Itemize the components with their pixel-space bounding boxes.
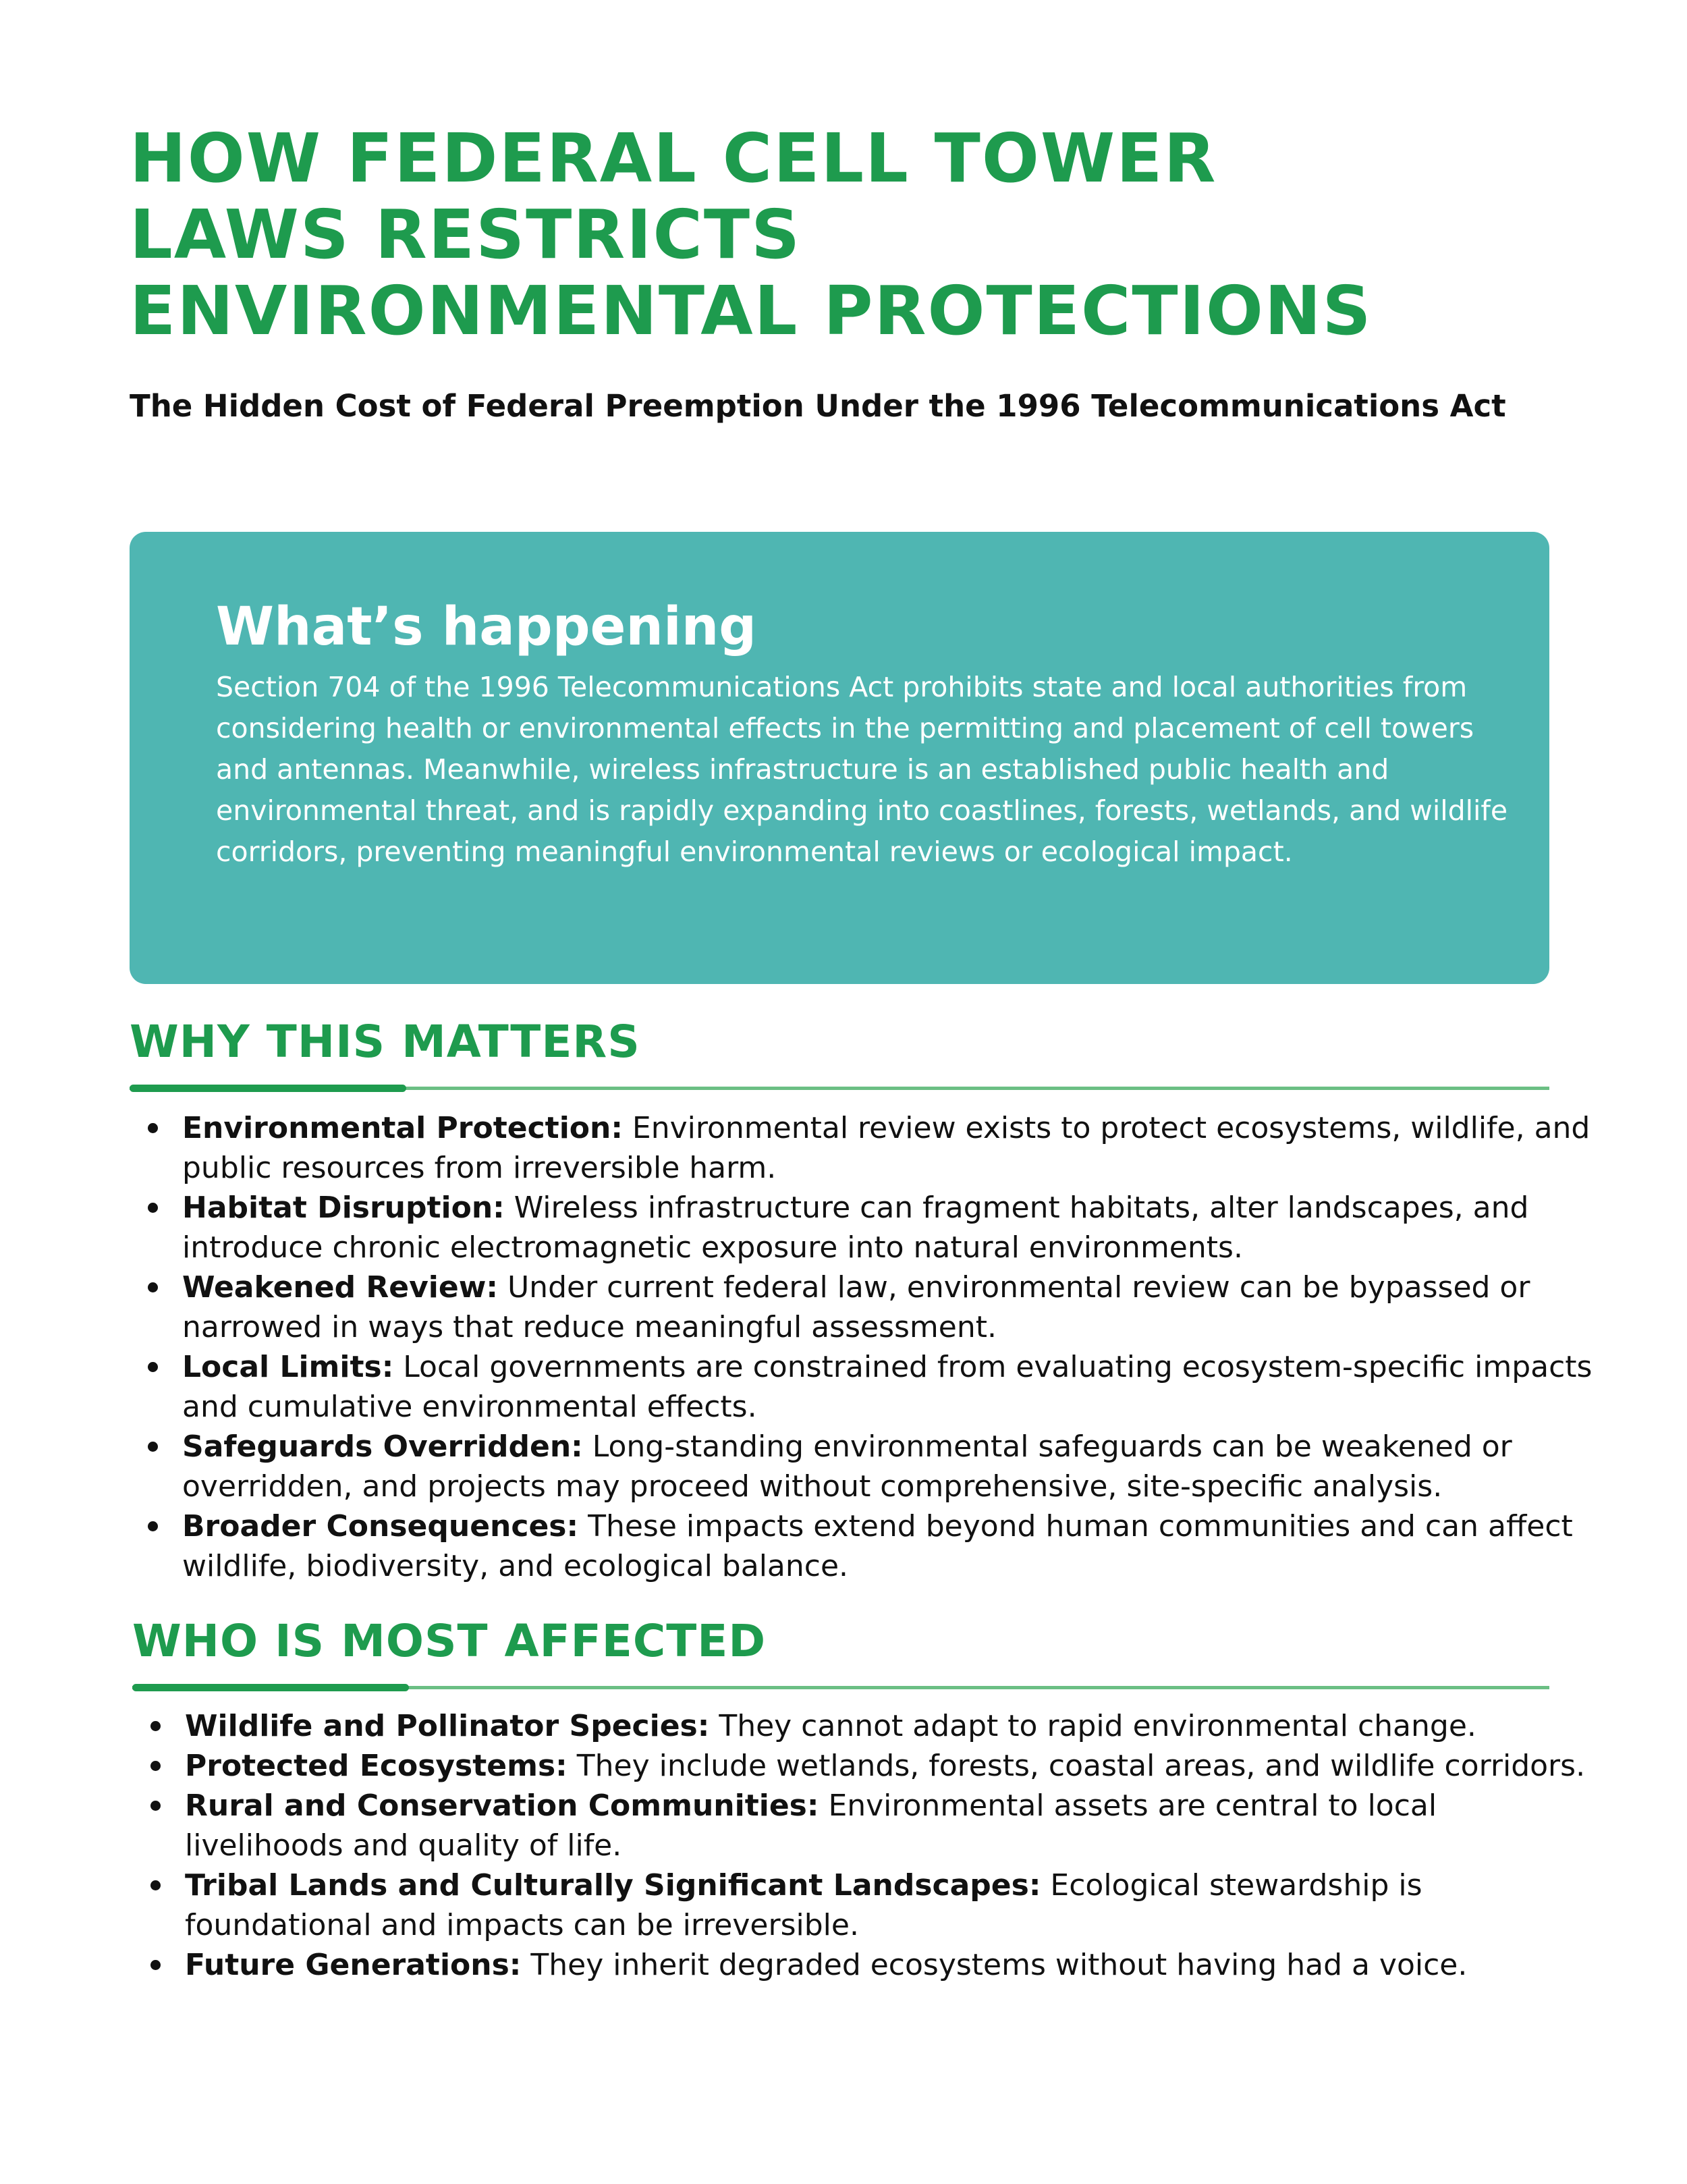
list-item [182,1188,1593,1267]
list-item-text: They inherit degraded ecosystems without having had a voice. [521,1948,1468,1982]
list-item-label: Environmental Protection: [182,1111,623,1145]
page-title-line-3: ENVIRONMENTAL PROTECTIONS [130,271,1373,350]
page-subtitle: The Hidden Cost of Federal Preemption Under the 1996 Telecommunications Act [130,388,1506,424]
whats-happening-callout [130,532,1549,984]
bullet-icon [148,1203,158,1213]
list-item-label: Safeguards Overridden: [182,1429,583,1464]
bullet-icon [148,1442,158,1452]
list-item [185,1865,1595,1945]
list-item-text: Ecological stewardship is foundational and impacts can be irreversible. [185,1868,1422,1942]
list-item-label: Weakened Review: [182,1270,498,1305]
list-item [185,1945,1595,1985]
list-item [182,1427,1593,1506]
list-item [182,1108,1593,1188]
list-item-text: Wireless infrastructure can fragment habitats, alter landscapes, and introduce chronic electromagnetic exposure into natural environments. [182,1191,1529,1265]
list-item-text: They cannot adapt to rapid environmental change. [709,1709,1476,1743]
list-item-text: Local governments are constrained from evaluating ecosystem-specific impacts and cumulative environmental effects. [182,1350,1593,1424]
who-section-divider [132,1686,1549,1689]
list-item-text: Long-standing environmental safeguards can be weakened or overridden, and projects may proceed without comprehensive, site-specific analysis. [182,1429,1512,1504]
list-item-text: These impacts extend beyond human communities and can affect wildlife, biodiversity, and ecological balance. [182,1509,1573,1583]
page-title [130,120,1580,349]
bullet-icon [150,1801,161,1811]
bullet-icon [150,1960,161,1970]
why-this-matters-heading: WHY THIS MATTERS [130,1016,640,1068]
bullet-icon [148,1362,158,1372]
list-item-label: Broader Consequences: [182,1509,579,1544]
list-item [182,1347,1593,1427]
page-title-line-2: LAWS RESTRICTS [130,195,802,274]
page-title-line-1: HOW FEDERAL CELL TOWER [130,119,1217,198]
list-item [185,1786,1595,1865]
list-item-text: Environmental review exists to protect ecosystems, wildlife, and public resources from irreversible harm. [182,1111,1591,1185]
who-section-divider-accent [132,1684,409,1691]
list-item-label: Habitat Disruption: [182,1191,505,1225]
list-item-label: Local Limits: [182,1350,394,1384]
why-section-divider-accent [130,1085,406,1092]
why-section-divider [130,1087,1549,1090]
list-item-label: Future Generations: [185,1948,522,1982]
list-item [185,1706,1595,1746]
bullet-icon [148,1123,158,1133]
bullet-icon [150,1761,161,1771]
bullet-icon [150,1880,161,1890]
why-this-matters-list [182,1108,1593,1586]
bullet-icon [148,1521,158,1531]
list-item [182,1506,1593,1586]
who-is-most-affected-heading: WHO IS MOST AFFECTED [132,1615,767,1667]
list-item-label: Tribal Lands and Culturally Significant Landscapes: [185,1868,1041,1903]
list-item-label: Rural and Conservation Communities: [185,1789,819,1823]
list-item-label: Wildlife and Pollinator Species: [185,1709,710,1743]
list-item-text: Environmental assets are central to local livelihoods and quality of life. [185,1789,1437,1863]
list-item-text: They include wetlands, forests, coastal areas, and wildlife corridors. [567,1749,1586,1783]
list-item [182,1267,1593,1347]
bullet-icon [150,1721,161,1731]
who-is-most-affected-list [185,1706,1595,1985]
list-item-text: Under current federal law, environmental review can be bypassed or narrowed in ways that reduce meaningful assessment. [182,1270,1530,1344]
list-item-label: Protected Ecosystems: [185,1749,568,1783]
list-item [185,1746,1595,1786]
callout-heading: What’s happening [216,597,757,657]
callout-body: Section 704 of the 1996 Telecommunications Act prohibits state and local authorities from considering health or environmental effects in the permitting and placement of cell towers and antennas. Meanwhile, wireless infrastructure is an established public health and environmental threat, and is rapidly expanding into coastlines, forests, wetlands, and wildlife corridors, preventing meaningful environmental reviews or ecological impact. [216,671,1508,868]
bullet-icon [148,1282,158,1292]
